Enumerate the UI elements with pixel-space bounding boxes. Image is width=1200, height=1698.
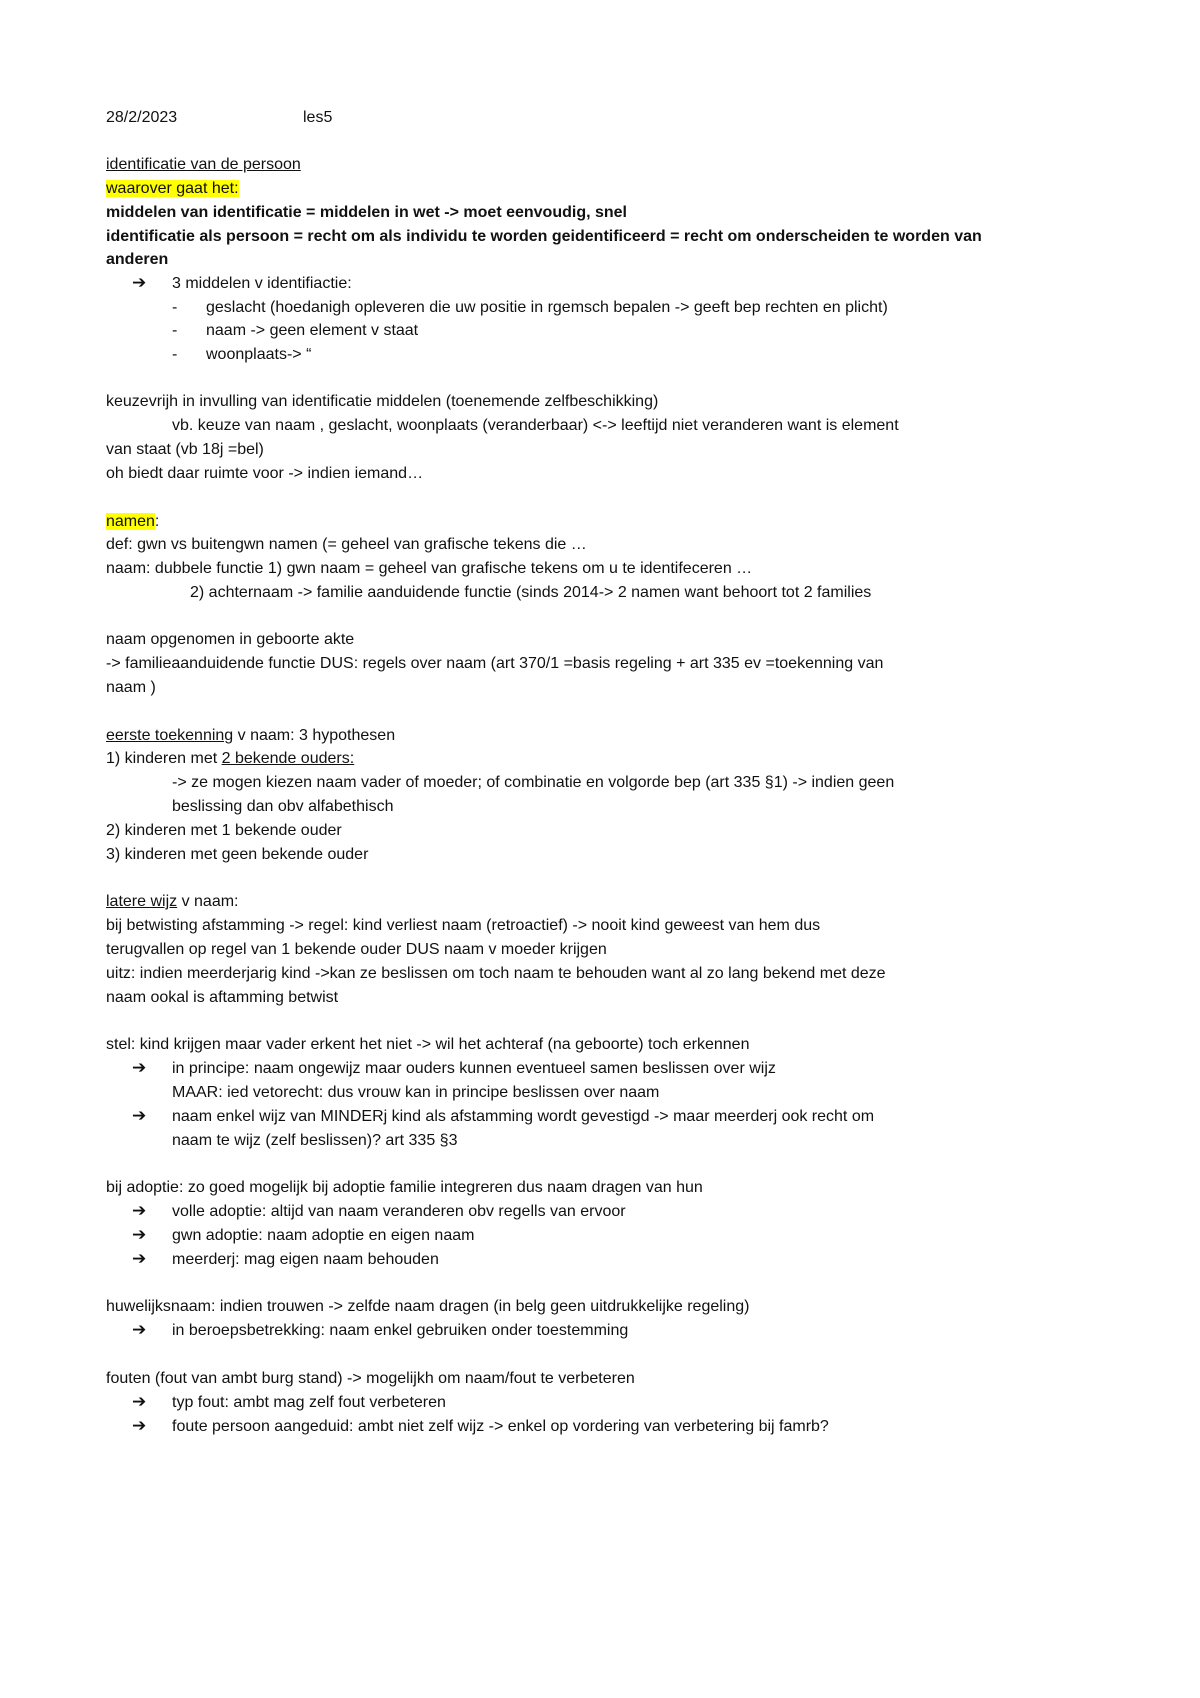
arrow-icon: ➔ [132, 1201, 147, 1220]
paragraph-line: bij adoptie: zo goed mogelijk bij adoptie familie integreren dus naam dragen van hun [106, 1179, 703, 1196]
paragraph-line: fouten (fout van ambt burg stand) -> mogelijkh om naam/fout te verbeteren [106, 1370, 635, 1387]
arrow-icon: ➔ [132, 1058, 147, 1077]
paragraph-line: terugvallen op regel van 1 bekende ouder DUS naam v moeder krijgen [106, 941, 607, 958]
arrow-item: typ fout: ambt mag zelf fout verbeteren [172, 1394, 446, 1411]
section-title-eerste-toekenning [106, 724, 395, 748]
underlined-text: latere wijz [106, 893, 178, 910]
paragraph-line: naam ) [106, 679, 156, 696]
hypothesis-text: 1) kinderen met [106, 750, 222, 767]
paragraph-line: naam opgenomen in geboorte akte [106, 631, 355, 648]
paragraph-line: beslissing dan obv alfabethisch [172, 798, 394, 815]
paragraph-line: 2) achternaam -> familie aanduidende functie (sinds 2014-> 2 namen want behoort tot 2 families [190, 584, 872, 601]
underlined-text: eerste toekenning [106, 727, 234, 744]
section-title-latere-wijz [106, 890, 239, 914]
highlight-text: namen [106, 513, 155, 530]
arrow-item: volle adoptie: altijd van naam veranderen obv regells van ervoor [172, 1203, 626, 1220]
paragraph-line: vb. keuze van naam , geslacht, woonplaats (veranderbaar) <-> leeftijd niet veranderen want is element [172, 417, 899, 434]
arrow-icon: ➔ [132, 1106, 147, 1125]
underlined-text: 2 bekende ouders: [221, 750, 355, 767]
doc-lesson: les5 [303, 109, 333, 126]
bold-line: middelen van identificatie = middelen in wet -> moet eenvoudig, snel [106, 204, 627, 221]
paragraph-line: naam: dubbele functie 1) gwn naam = geheel van grafische tekens om u te identifeceren … [106, 560, 753, 577]
arrow-icon: ➔ [132, 1416, 147, 1435]
bold-line: identificatie als persoon = recht om als individu te worden geidentificeerd = recht om onderscheiden te worden van [106, 228, 982, 245]
paragraph-line: van staat (vb 18j =bel) [106, 441, 264, 458]
arrow-icon: ➔ [132, 1225, 147, 1244]
dash-icon: - [172, 299, 178, 316]
arrow-icon: ➔ [132, 1392, 147, 1411]
arrow-item: foute persoon aangeduid: ambt niet zelf wijz -> enkel op vordering van verbetering bij famrb? [172, 1418, 829, 1435]
dash-item: woonplaats-> “ [206, 346, 312, 363]
section-subtitle [106, 177, 239, 201]
arrow-item: in beroepsbetrekking: naam enkel gebruiken onder toestemming [172, 1322, 629, 1339]
arrow-item: in principe: naam ongewijz maar ouders kunnen eventueel samen beslissen over wijz [172, 1060, 776, 1077]
section-title-identificatie: identificatie van de persoon [106, 156, 301, 173]
dash-item: naam -> geen element v staat [206, 322, 419, 339]
arrow-item-continued: MAAR: ied vetorecht: dus vrouw kan in principe beslissen over naam [172, 1084, 660, 1101]
title-rest: v naam: 3 hypothesen [233, 727, 396, 744]
doc-date: 28/2/2023 [106, 109, 178, 126]
arrow-item-continued: naam te wijz (zelf beslissen)? art 335 §3 [172, 1132, 458, 1149]
paragraph-line: naam ookal is aftamming betwist [106, 989, 339, 1006]
dash-item: geslacht (hoedanigh opleveren die uw positie in rgemsch bepalen -> geeft bep rechten en plicht) [206, 299, 888, 316]
hypothesis-3: 3) kinderen met geen bekende ouder [106, 846, 369, 863]
title-rest: v naam: [177, 893, 239, 910]
arrow-item: gwn adoptie: naam adoptie en eigen naam [172, 1227, 475, 1244]
hypothesis-2: 2) kinderen met 1 bekende ouder [106, 822, 342, 839]
hypothesis-1 [106, 747, 354, 771]
arrow-icon: ➔ [132, 1249, 147, 1268]
paragraph-line: keuzevrijh in invulling van identificatie middelen (toenemende zelfbeschikking) [106, 393, 659, 410]
arrow-item: naam enkel wijz van MINDERj kind als afstamming wordt gevestigd -> maar meerderj ook recht om [172, 1108, 875, 1125]
arrow-item: 3 middelen v identifiactie: [172, 275, 352, 292]
bold-line: anderen [106, 251, 169, 268]
dash-icon: - [172, 322, 178, 339]
paragraph-line: oh biedt daar ruimte voor -> indien iemand… [106, 465, 424, 482]
paragraph-line: -> familieaanduidende functie DUS: regels over naam (art 370/1 =basis regeling + art 335 ev =toekenning van [106, 655, 884, 672]
paragraph-line: -> ze mogen kiezen naam vader of moeder; of combinatie en volgorde bep (art 335 §1) -> indien geen [172, 774, 895, 791]
highlight-text: waarover gaat het: [106, 180, 239, 197]
dash-icon: - [172, 346, 178, 363]
paragraph-line: uitz: indien meerderjarig kind ->kan ze beslissen om toch naam te behouden want al zo lang bekend met deze [106, 965, 886, 982]
paragraph-line: def: gwn vs buitengwn namen (= geheel van grafische tekens die … [106, 536, 587, 553]
paragraph-line: stel: kind krijgen maar vader erkent het niet -> wil het achteraf (na geboorte) toch erkennen [106, 1036, 750, 1053]
arrow-item: meerderj: mag eigen naam behouden [172, 1251, 439, 1268]
paragraph-line: huwelijksnaam: indien trouwen -> zelfde naam dragen (in belg geen uitdrukkelijke regeling) [106, 1298, 750, 1315]
paragraph-line: bij betwisting afstamming -> regel: kind verliest naam (retroactief) -> nooit kind geweest van hem dus [106, 917, 821, 934]
section-title-namen [106, 510, 159, 534]
arrow-icon: ➔ [132, 273, 147, 292]
arrow-icon: ➔ [132, 1320, 147, 1339]
colon-text: : [154, 513, 160, 530]
